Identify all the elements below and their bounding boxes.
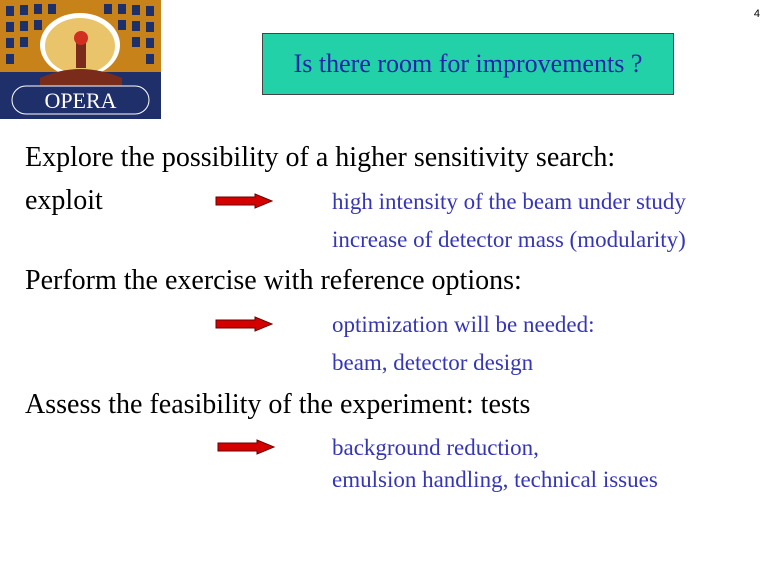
opera-logo: [0, 0, 161, 119]
note-detector-mass: increase of detector mass (modularity): [332, 227, 686, 252]
slide-title-box: [262, 33, 674, 95]
note-beam-detector: beam, detector design: [332, 350, 534, 375]
slide-title: Is there room for improvements ?: [293, 49, 643, 78]
red-right-arrow-icon: [215, 316, 273, 332]
heading-exploit: exploit: [25, 185, 103, 216]
heading-perform: Perform the exercise with reference options:: [25, 265, 522, 296]
logo-text: OPERA: [44, 88, 117, 113]
page-number: 4: [753, 8, 760, 20]
note-emulsion: emulsion handling, technical issues: [332, 467, 658, 492]
note-background: background reduction,: [332, 435, 539, 460]
note-beam-intensity: high intensity of the beam under study: [332, 189, 686, 214]
red-right-arrow-icon: [217, 439, 275, 455]
note-optimization: optimization will be needed:: [332, 312, 595, 337]
heading-assess: Assess the feasibility of the experiment: tests: [25, 389, 531, 420]
heading-explore: Explore the possibility of a higher sensitivity search:: [25, 142, 616, 173]
red-right-arrow-icon: [215, 193, 273, 209]
